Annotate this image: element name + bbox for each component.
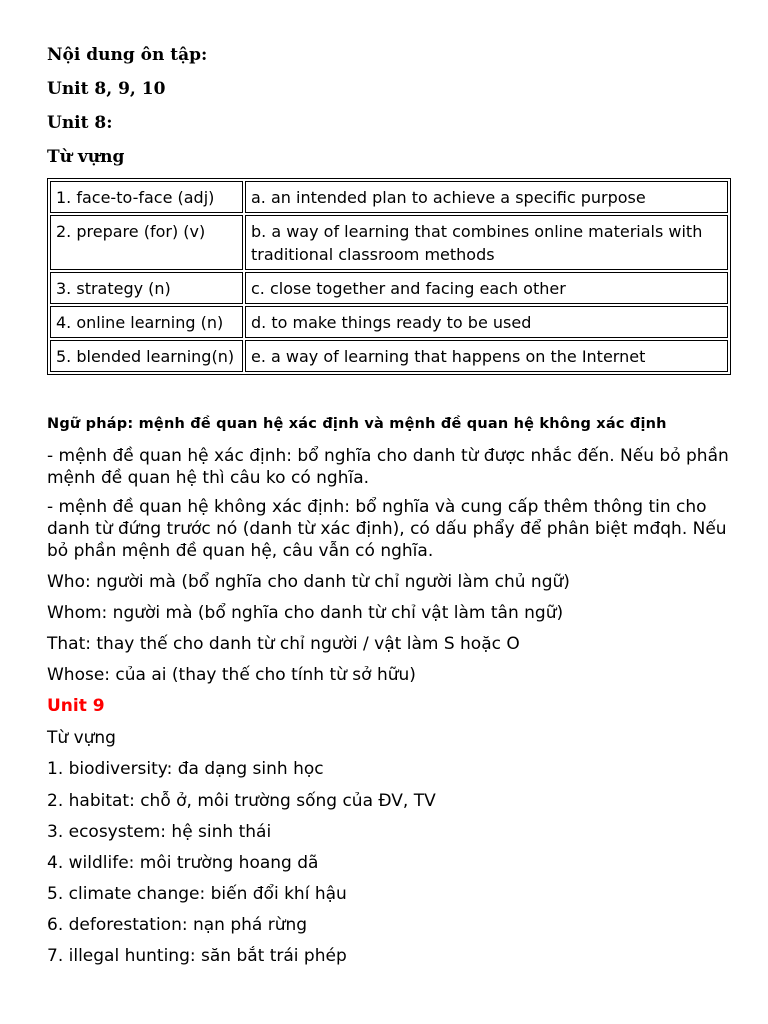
unit9-heading: Unit 9 [47, 696, 105, 716]
grammar-heading: Ngữ pháp: mệnh đề quan hệ xác định và mệnh đề quan hệ không xác định [47, 416, 667, 432]
list-item: 6. deforestation: nạn phá rừng [47, 915, 308, 935]
list-item: 2. habitat: chỗ ở, môi trường sống của ĐV, TV [47, 791, 436, 811]
definition-cell: b. a way of learning that combines online materials with traditional classroom methods [245, 215, 728, 270]
definition-cell: c. close together and facing each other [245, 272, 728, 304]
table-row [50, 181, 728, 213]
vocab-table [47, 178, 731, 375]
defining-clause-text: - mệnh đề quan hệ xác định: bổ nghĩa cho danh từ được nhắc đến. Nếu bỏ phần mệnh đề quan hệ thì câu ko có nghĩa. [47, 446, 729, 488]
that-line: That: thay thế cho danh từ chỉ người / vật làm S hoặc O [47, 634, 520, 654]
whose-line: Whose: của ai (thay thế cho tính từ sở hữu) [47, 665, 416, 685]
definition-cell: e. a way of learning that happens on the Internet [245, 340, 728, 372]
list-item: 4. wildlife: môi trường hoang dã [47, 853, 319, 873]
units-heading: Unit 8, 9, 10 [47, 79, 166, 99]
list-item: 5. climate change: biến đổi khí hậu [47, 884, 347, 904]
list-item: 7. illegal hunting: săn bắt trái phép [47, 946, 347, 966]
who-line: Who: người mà (bổ nghĩa cho danh từ chỉ người làm chủ ngữ) [47, 572, 570, 592]
term-cell: 5. blended learning(n) [50, 340, 243, 372]
term-cell: 3. strategy (n) [50, 272, 243, 304]
table-row [50, 215, 728, 270]
table-row [50, 340, 728, 372]
table-row [50, 306, 728, 338]
term-cell: 2. prepare (for) (v) [50, 215, 243, 270]
term-cell: 1. face-to-face (adj) [50, 181, 243, 213]
list-item: 3. ecosystem: hệ sinh thái [47, 822, 272, 842]
list-item: 1. biodiversity: đa dạng sinh học [47, 759, 324, 779]
non-defining-clause-text: - mệnh đề quan hệ không xác định: bổ nghĩa và cung cấp thêm thông tin cho danh từ đứng trước nó (danh từ xác định), có dấu phẩy để phân biệt mđqh. Nếu bỏ phần mệnh đề quan hệ, câu vẫn có nghĩa. [47, 497, 727, 561]
term-cell: 4. online learning (n) [50, 306, 243, 338]
definition-cell: a. an intended plan to achieve a specific purpose [245, 181, 728, 213]
definition-cell: d. to make things ready to be used [245, 306, 728, 338]
unit8-heading: Unit 8: [47, 113, 113, 133]
table-row [50, 272, 728, 304]
review-heading: Nội dung ôn tập: [47, 45, 208, 65]
vocab-heading: Từ vựng [47, 147, 125, 167]
whom-line: Whom: người mà (bổ nghĩa cho danh từ chỉ vật làm tân ngữ) [47, 603, 564, 623]
unit9-vocab-label: Từ vựng [47, 728, 116, 748]
